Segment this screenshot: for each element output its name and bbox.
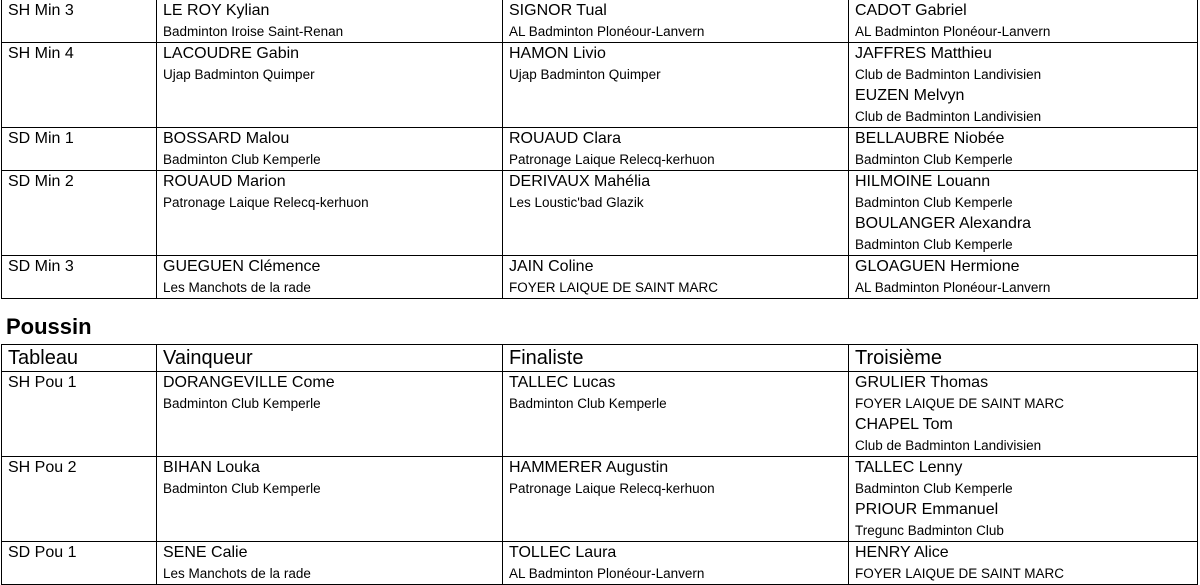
- results-table-body: [2, 372, 1198, 585]
- table-row: [2, 542, 1198, 585]
- cell-vainqueur: [157, 171, 503, 256]
- club-name: Ujap Badminton Quimper: [163, 67, 315, 82]
- cell-vainqueur: [157, 128, 503, 171]
- club-name: Club de Badminton Landivisien: [855, 67, 1042, 82]
- cell-vainqueur: [157, 457, 503, 542]
- player-name: HAMMERER Augustin: [509, 459, 669, 476]
- cell-finaliste: [503, 43, 849, 128]
- player-name: EUZEN Melvyn: [855, 87, 965, 104]
- cell-vainqueur: [157, 256, 503, 299]
- cell-troisieme: [849, 171, 1198, 256]
- club-name: Les Manchots de la rade: [163, 566, 311, 581]
- club-name: Badminton Club Kemperle: [163, 152, 321, 167]
- player-name: HENRY Alice: [855, 544, 949, 561]
- club-name: Badminton Club Kemperle: [855, 237, 1013, 252]
- player-name: SENE Calie: [163, 544, 248, 561]
- player-name: TOLLEC Laura: [509, 544, 617, 561]
- section-title: Poussin: [6, 314, 92, 339]
- player-name: JAFFRES Matthieu: [855, 45, 992, 62]
- header-tableau: Tableau: [2, 345, 157, 372]
- cell-troisieme: [849, 542, 1198, 585]
- cell-tableau: SH Pou 2: [2, 457, 157, 542]
- cell-tableau: SD Pou 1: [2, 542, 157, 585]
- cell-finaliste: [503, 171, 849, 256]
- player-name: BELLAUBRE Niobée: [855, 130, 1005, 147]
- club-name: FOYER LAIQUE DE SAINT MARC: [855, 566, 1065, 581]
- cell-finaliste: [503, 256, 849, 299]
- cell-vainqueur: [157, 0, 503, 43]
- table-row: [2, 171, 1198, 256]
- club-name: Les Manchots de la rade: [163, 280, 311, 295]
- results-table-body: [2, 0, 1198, 299]
- cell-troisieme: [849, 457, 1198, 542]
- results-table-poussin: [1, 344, 1198, 585]
- player-name: TALLEC Lenny: [855, 459, 963, 476]
- club-name: Les Loustic'bad Glazik: [509, 195, 644, 210]
- club-name: Badminton Club Kemperle: [163, 481, 321, 496]
- club-name: AL Badminton Plonéour-Lanvern: [509, 566, 705, 581]
- club-name: Club de Badminton Landivisien: [855, 438, 1042, 453]
- cell-vainqueur: [157, 542, 503, 585]
- table-row: [2, 457, 1198, 542]
- header-troisieme: Troisième: [849, 345, 1198, 372]
- player-name: BOSSARD Malou: [163, 130, 290, 147]
- player-name: LACOUDRE Gabin: [163, 45, 300, 62]
- cell-tableau: SD Min 1: [2, 128, 157, 171]
- club-name: Badminton Club Kemperle: [855, 195, 1013, 210]
- player-name: HILMOINE Louann: [855, 173, 991, 190]
- cell-troisieme: [849, 256, 1198, 299]
- player-name: LE ROY Kylian: [163, 2, 270, 19]
- club-name: AL Badminton Plonéour-Lanvern: [509, 24, 705, 39]
- player-name: PRIOUR Emmanuel: [855, 501, 999, 518]
- player-name: BIHAN Louka: [163, 459, 260, 476]
- player-name: CADOT Gabriel: [855, 2, 967, 19]
- player-name: SIGNOR Tual: [509, 2, 607, 19]
- table-row: [2, 43, 1198, 128]
- player-name: BOULANGER Alexandra: [855, 215, 1032, 232]
- cell-tableau: SH Pou 1: [2, 372, 157, 457]
- cell-troisieme: [849, 372, 1198, 457]
- club-name: Club de Badminton Landivisien: [855, 109, 1042, 124]
- club-name: AL Badminton Plonéour-Lanvern: [855, 24, 1051, 39]
- header-row: [2, 345, 1198, 372]
- cell-troisieme: [849, 128, 1198, 171]
- cell-finaliste: [503, 542, 849, 585]
- cell-troisieme: [849, 0, 1198, 43]
- results-table-minime: [1, 0, 1198, 299]
- club-name: Ujap Badminton Quimper: [509, 67, 661, 82]
- club-name: Patronage Laique Relecq-kerhuon: [163, 195, 369, 210]
- player-name: ROUAUD Clara: [509, 130, 622, 147]
- player-name: HAMON Livio: [509, 45, 606, 62]
- club-name: Patronage Laique Relecq-kerhuon: [509, 152, 715, 167]
- club-name: FOYER LAIQUE DE SAINT MARC: [855, 396, 1065, 411]
- cell-finaliste: [503, 372, 849, 457]
- cell-tableau: SH Min 3: [2, 0, 157, 43]
- player-name: GUEGUEN Clémence: [163, 258, 321, 275]
- club-name: Badminton Club Kemperle: [509, 396, 667, 411]
- club-name: Badminton Club Kemperle: [163, 396, 321, 411]
- cell-finaliste: [503, 457, 849, 542]
- club-name: AL Badminton Plonéour-Lanvern: [855, 280, 1051, 295]
- club-name: Tregunc Badminton Club: [855, 523, 1004, 538]
- club-name: Badminton Club Kemperle: [855, 481, 1013, 496]
- club-name: Patronage Laique Relecq-kerhuon: [509, 481, 715, 496]
- table-row: [2, 372, 1198, 457]
- header-vainqueur: Vainqueur: [157, 345, 503, 372]
- club-name: Badminton Club Kemperle: [855, 152, 1013, 167]
- cell-tableau: SD Min 3: [2, 256, 157, 299]
- club-name: Badminton Iroise Saint-Renan: [163, 24, 344, 39]
- table-row: [2, 256, 1198, 299]
- cell-tableau: SH Min 4: [2, 43, 157, 128]
- table-row: [2, 128, 1198, 171]
- player-name: ROUAUD Marion: [163, 173, 286, 190]
- cell-vainqueur: [157, 372, 503, 457]
- cell-tableau: SD Min 2: [2, 171, 157, 256]
- cell-finaliste: [503, 128, 849, 171]
- cell-finaliste: [503, 0, 849, 43]
- player-name: DERIVAUX Mahélia: [509, 173, 651, 190]
- player-name: GLOAGUEN Hermione: [855, 258, 1020, 275]
- player-name: JAIN Coline: [509, 258, 594, 275]
- header-finaliste: Finaliste: [503, 345, 849, 372]
- club-name: FOYER LAIQUE DE SAINT MARC: [509, 280, 719, 295]
- player-name: DORANGEVILLE Come: [163, 374, 335, 391]
- player-name: GRULIER Thomas: [855, 374, 989, 391]
- cell-vainqueur: [157, 43, 503, 128]
- player-name: TALLEC Lucas: [509, 374, 616, 391]
- player-name: CHAPEL Tom: [855, 416, 953, 433]
- table-row: [2, 0, 1198, 43]
- cell-troisieme: [849, 43, 1198, 128]
